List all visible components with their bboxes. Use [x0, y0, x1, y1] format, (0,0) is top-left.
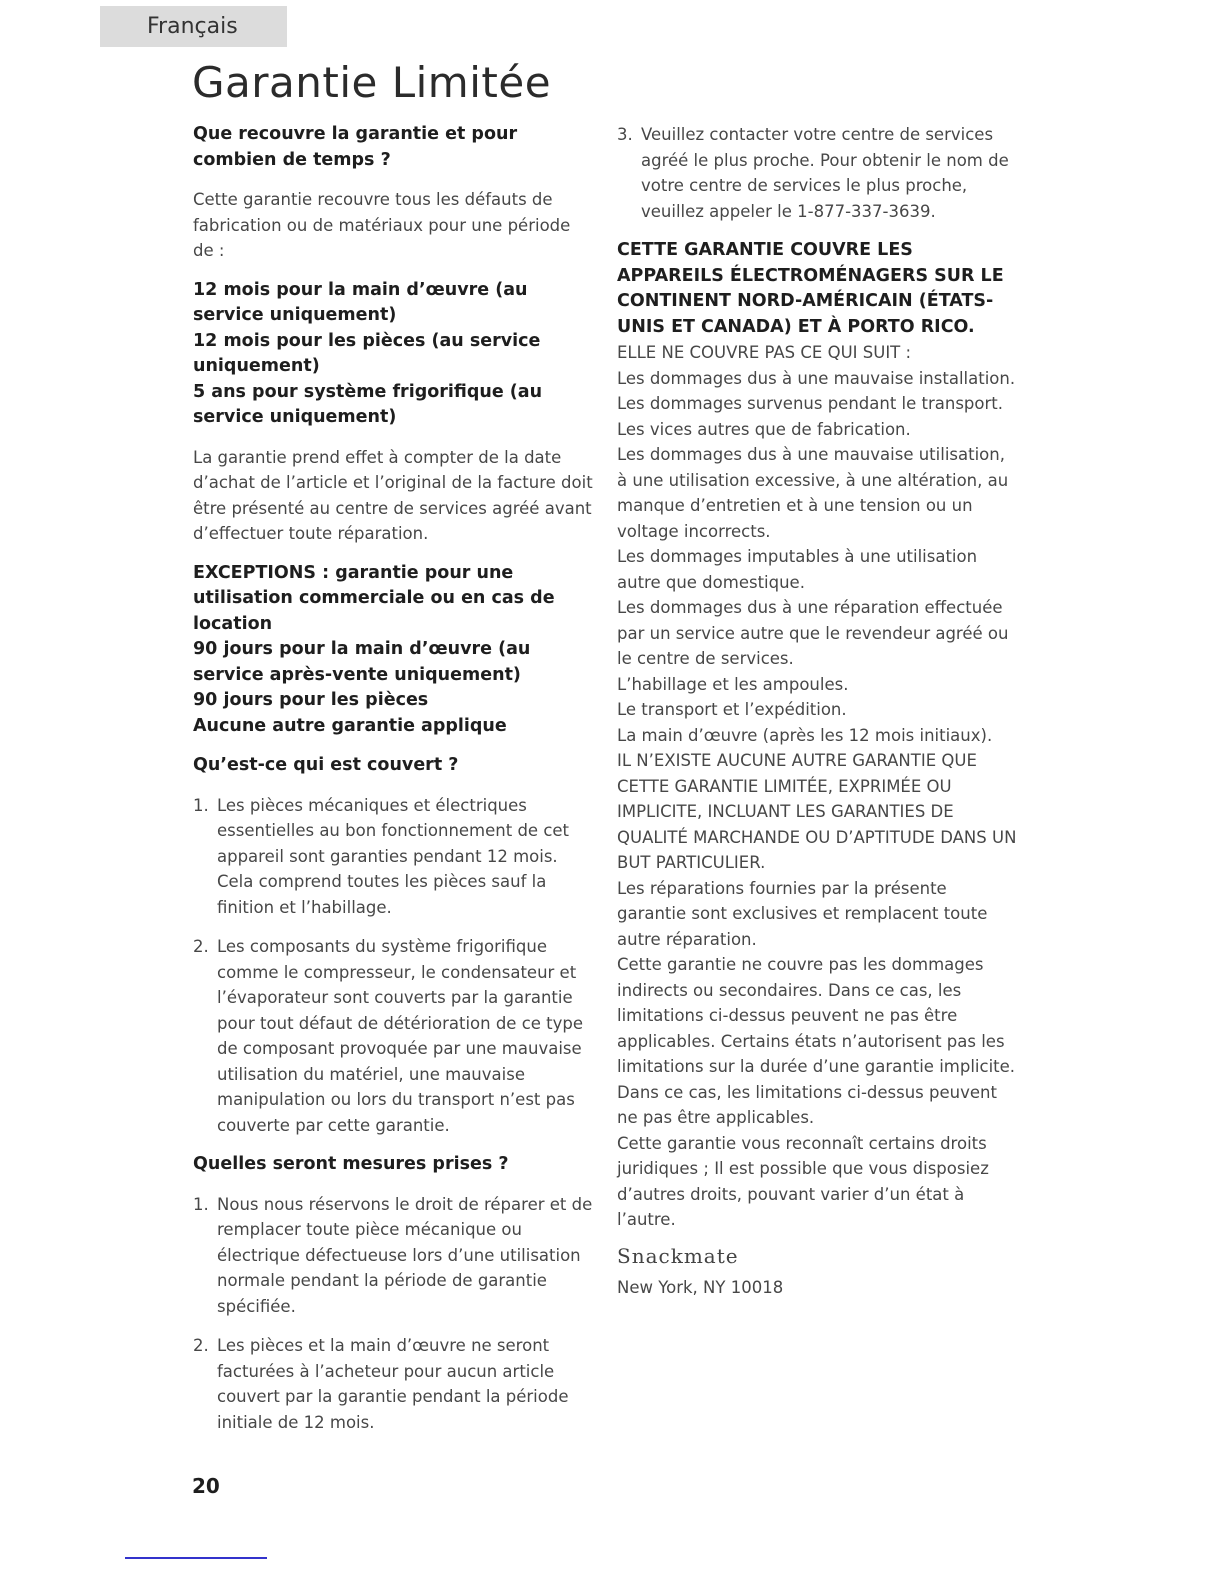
not-covered-item: La main d’œuvre (après les 12 mois initiaux). — [617, 725, 993, 745]
not-covered-item: Les dommages survenus pendant le transport. — [617, 394, 1004, 413]
not-covered-item: Les dommages dus à une mauvaise installation. — [617, 368, 1016, 388]
exceptions-block — [193, 561, 593, 740]
closing-paragraph: Cette garantie vous reconnaît certains droits juridiques ; Il est possible que vous disposiez d’autres droits, pouvant varier d’un état à l’autre. — [617, 1133, 989, 1229]
contact-list — [617, 122, 1019, 224]
closing-paragraph: Les réparations fournies par la présente garantie sont exclusives et remplacent toute autre réparation. — [617, 878, 988, 949]
no-other-warranty: IL N’EXISTE AUCUNE AUTRE GARANTIE QUE CETTE GARANTIE LIMITÉE, EXPRIMÉE OU IMPLICITE, INCLUANT LES GARANTIES DE QUALITÉ MARCHANDE OU D’APTITUDE DANS UN BUT PARTICULIER. — [617, 751, 1017, 872]
list-item — [193, 1333, 593, 1435]
list-item — [193, 1192, 593, 1320]
exceptions-heading: EXCEPTIONS : garantie pour une utilisation commerciale ou en cas de location — [193, 562, 555, 634]
list-text: Nous nous réservons le droit de réparer et de remplacer toute pièce mécanique ou électrique défectueuse lors d’une utilisation normale pendant la période de garantie spécifiée. — [217, 1194, 593, 1316]
page-title: Garantie Limitée — [192, 58, 552, 107]
list-item — [617, 122, 1019, 224]
list-number: 1. — [193, 1194, 209, 1214]
list-text: Les composants du système frigorifique comme le compresseur, le condensateur et l’évaporateur sont couverts par la garantie pour tout défaut de détérioration de ce type de composant provoquée par une mauvaise utilisation du matériel, une mauvaise manipulation ou lors du transport n’est pas couverte par cette garantie. — [217, 937, 584, 1135]
exception-parts: 90 jours pour les pièces — [193, 690, 429, 710]
not-covered-item: Les dommages dus à une réparation effectuée par un service autre que le revendeur agréé ou le centre de services. — [617, 598, 1009, 668]
list-text: Les pièces mécaniques et électriques essentielles au bon fonctionnement de cet appareil sont garanties pendant 12 mois. Cela comprend toutes les pièces sauf la finition et l’habillage. — [217, 795, 570, 917]
exception-none: Aucune autre garantie applique — [193, 715, 507, 736]
closing-paragraph: Cette garantie ne couvre pas les dommages indirects ou secondaires. Dans ce cas, les limitations ci-dessus peuvent ne pas être applicables. Certains états n’autorisent pas les limitations sur la durée d’une garantie implicite. Dans ce cas, les limitations ci-dessus peuvent ne pas être applicables. — [617, 955, 1016, 1127]
list-number: 1. — [193, 795, 209, 815]
list-text: Veuillez contacter votre centre de services agréé le plus proche. Pour obtenir le nom de votre centre de services le plus proche, veuillez appeler le 1-877-337-3639. — [641, 125, 1009, 221]
not-covered-intro: ELLE NE COUVRE PAS CE QUI SUIT : — [617, 343, 912, 362]
list-number: 3. — [617, 125, 633, 144]
period-labour: 12 mois pour la main d’œuvre (au service uniquement) — [193, 279, 528, 325]
address: New York, NY 10018 — [617, 1277, 784, 1297]
period-refrigeration: 5 ans pour système frigorifique (au service uniquement) — [193, 381, 543, 427]
not-covered-item: Le transport et l’expédition. — [617, 700, 847, 719]
warranty-periods — [193, 278, 593, 431]
brand-logo: Snackmate — [617, 1243, 739, 1268]
list-number: 2. — [193, 1336, 209, 1355]
list-text: Les pièces et la main d’œuvre ne seront facturées à l’acheteur pour aucun article couvert par la garantie pendant la période initiale de 12 mois. — [217, 1336, 569, 1432]
exception-labour: 90 jours pour la main d’œuvre (au service après-vente uniquement) — [193, 639, 531, 685]
list-item — [193, 793, 593, 921]
not-covered-item: Les dommages dus à une mauvaise utilisation, à une utilisation excessive, à une altération, au manque d’entretien et à une tension ou un voltage incorrects. — [617, 445, 1009, 541]
not-covered-item: Les vices autres que de fabrication. — [617, 419, 911, 439]
territory-heading: CETTE GARANTIE COUVRE LES APPAREILS ÉLECTROMÉNAGERS SUR LE CONTINENT NORD-AMÉRICAIN (ÉTATS-UNIS ET CANADA) ET À PORTO RICO. — [617, 240, 1004, 337]
covered-heading: Qu’est-ce qui est couvert ? — [193, 755, 459, 775]
list-number: 2. — [193, 937, 209, 956]
left-column — [193, 122, 593, 1449]
language-tab: Français — [100, 6, 287, 47]
not-covered-list — [617, 366, 1019, 749]
covered-list — [193, 793, 593, 1139]
page-number: 20 — [192, 1474, 220, 1498]
measures-heading: Quelles seront mesures prises ? — [193, 1154, 509, 1174]
not-covered-item: L’habillage et les ampoules. — [617, 674, 849, 694]
right-column — [617, 122, 1019, 1300]
list-item — [193, 934, 593, 1138]
effect-text: La garantie prend effet à compter de la date d’achat de l’article et l’original de la facture doit être présenté au centre de services agréé avant d’effectuer toute réparation. — [193, 447, 593, 543]
measures-list — [193, 1192, 593, 1436]
coverage-text: Cette garantie recouvre tous les défauts de fabrication ou de matériaux pour une période de : — [193, 190, 571, 260]
coverage-heading: Que recouvre la garantie et pour combien de temps ? — [193, 124, 518, 170]
footer-rule — [125, 1557, 267, 1559]
not-covered-item: Les dommages imputables à une utilisation autre que domestique. — [617, 547, 978, 592]
period-parts: 12 mois pour les pièces (au service uniquement) — [193, 330, 541, 376]
